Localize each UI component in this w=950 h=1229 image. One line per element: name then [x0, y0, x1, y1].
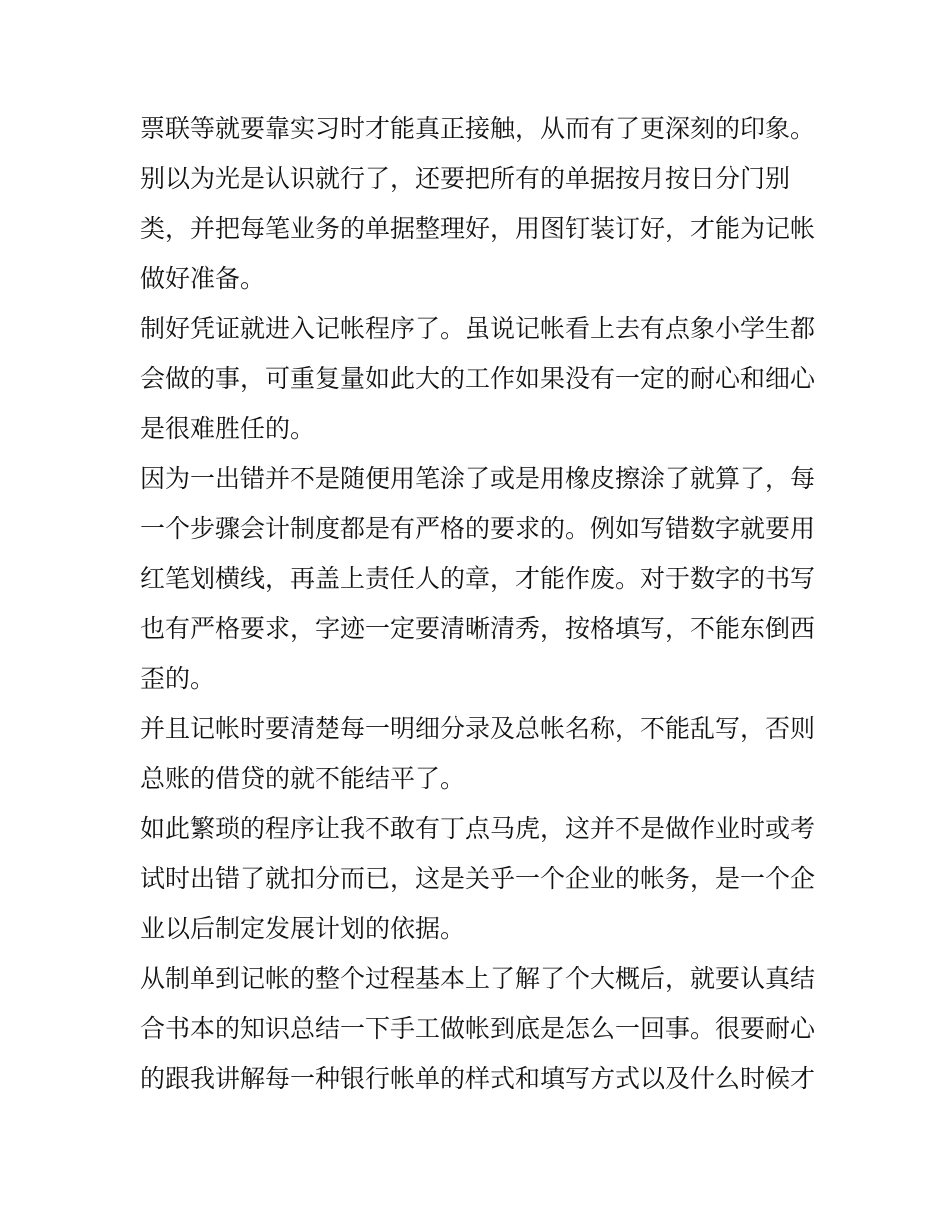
text-line: 红笔划横线，再盖上责任人的章，才能作废。对于数字的书写: [140, 564, 816, 593]
text-line: 业以后制定发展计划的依据。: [140, 914, 466, 943]
text-line: 并且记帐时要清楚每一明细分录及总帐名称，不能乱写，否则: [140, 714, 816, 743]
text-line: 别以为光是认识就行了，还要把所有的单据按月按日分门别: [140, 164, 791, 193]
text-line: 的跟我讲解每一种银行帐单的样式和填写方式以及什么时候才: [140, 1064, 816, 1093]
text-line: 从制单到记帐的整个过程基本上了解了个大概后，就要认真结: [140, 964, 816, 993]
text-line: 合书本的知识总结一下手工做帐到底是怎么一回事。很要耐心: [140, 1014, 816, 1043]
text-line: 一个步骤会计制度都是有严格的要求的。例如写错数字就要用: [140, 514, 816, 543]
text-line: 票联等就要靠实习时才能真正接触，从而有了更深刻的印象。: [140, 114, 816, 143]
text-line: 也有严格要求，字迹一定要清晰清秀，按格填写，不能东倒西: [140, 614, 816, 643]
text-line: 是很难胜任的。: [140, 414, 316, 443]
text-line: 歪的。: [140, 664, 216, 693]
document-body: [140, 104, 820, 1104]
text-line: 试时出错了就扣分而已，这是关乎一个企业的帐务，是一个企: [140, 864, 816, 893]
text-line: 因为一出错并不是随便用笔涂了或是用橡皮擦涂了就算了，每: [140, 464, 816, 493]
text-line: 制好凭证就进入记帐程序了。虽说记帐看上去有点象小学生都: [140, 314, 816, 343]
text-line: 如此繁琐的程序让我不敢有丁点马虎，这并不是做作业时或考: [140, 814, 816, 843]
text-line: 会做的事，可重复量如此大的工作如果没有一定的耐心和细心: [140, 364, 816, 393]
text-line: 做好准备。: [140, 264, 266, 293]
text-line: 类，并把每笔业务的单据整理好，用图钉装订好，才能为记帐: [140, 214, 816, 243]
text-line: 总账的借贷的就不能结平了。: [140, 764, 466, 793]
